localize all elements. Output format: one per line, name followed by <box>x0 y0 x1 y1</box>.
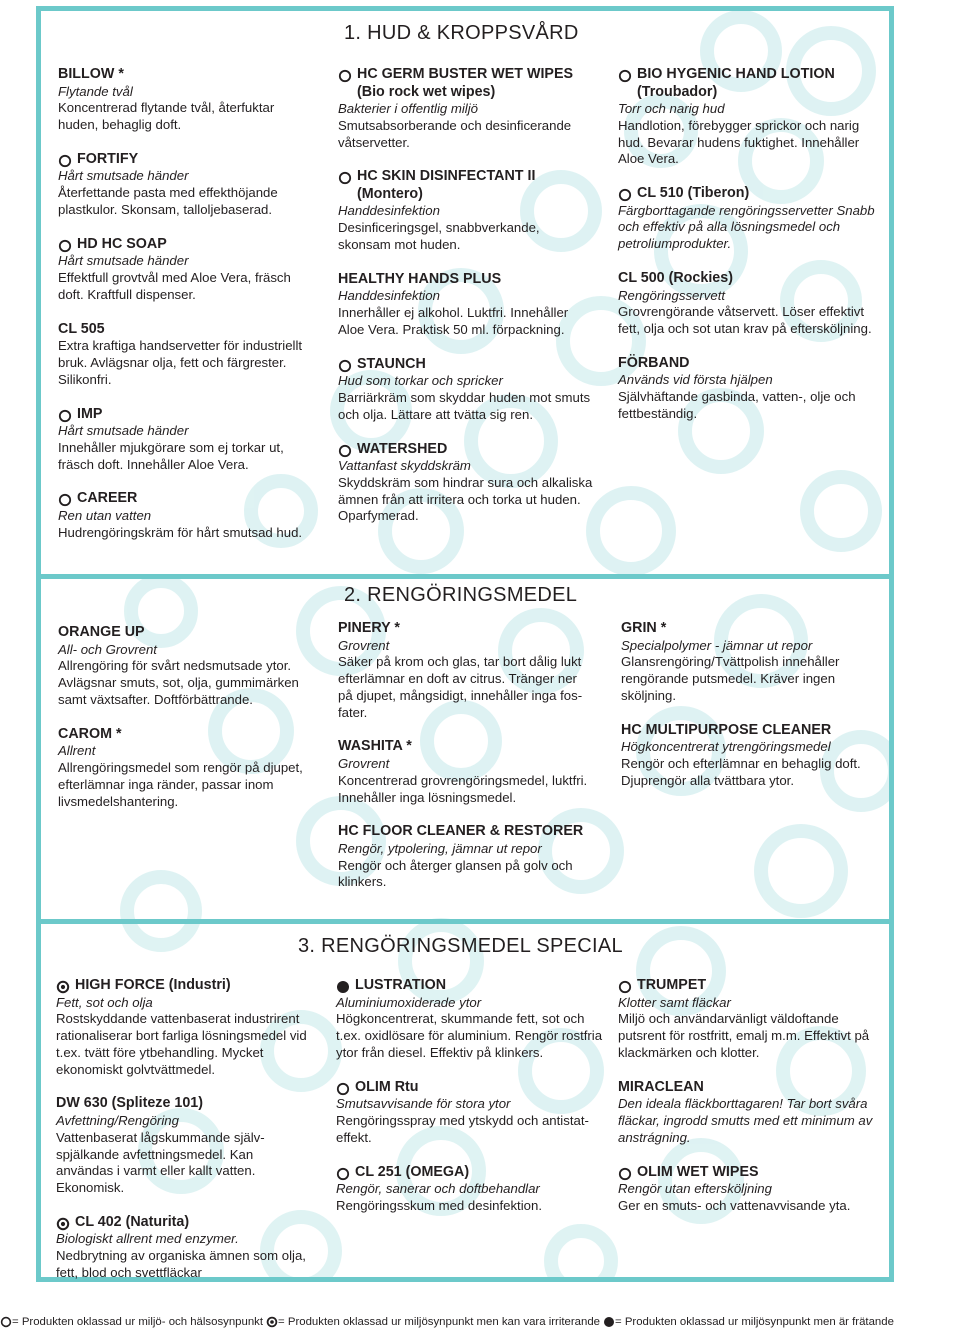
product-name: CL 402 (Naturita) <box>75 1213 190 1230</box>
product-item <box>58 726 314 811</box>
product-item <box>338 356 594 424</box>
product-name: GRIN * <box>621 620 667 636</box>
solid-dot-icon <box>603 1316 615 1328</box>
product-name: STAUNCH <box>357 355 426 372</box>
product-name: HC MULTIPURPOSE CLEANER <box>621 721 832 738</box>
section-title: 2. RENGÖRINGSMEDEL <box>344 584 578 606</box>
product-description: Extra kraftiga handservetter för industriellt bruk. Avlägsnar olja, fett och färgrester. Silikonfri. <box>58 338 303 387</box>
product-name: PINERY * <box>338 620 400 636</box>
column <box>338 66 594 542</box>
section-divider <box>41 574 889 579</box>
product-subtitle: Grovrent <box>338 637 390 653</box>
section-title: 3. RENGÖRINGSMEDEL SPECIAL <box>298 935 623 957</box>
product-name-row <box>336 1079 612 1097</box>
product-name-row <box>338 620 594 638</box>
product-name-row <box>618 185 878 203</box>
product-name-row <box>336 977 612 995</box>
section-divider <box>41 919 889 924</box>
product-description: Rengöringsspray med ytskydd och antistat-effekt. <box>336 1112 589 1145</box>
product-name-row <box>621 620 877 638</box>
product-name: CAREER <box>77 490 138 507</box>
product-description: Nedbrytning av organiska ämnen som olja, fett, blod och svettfläckar <box>56 1248 306 1281</box>
product-item <box>618 1164 874 1215</box>
product-item <box>336 1164 612 1215</box>
product-name-row <box>58 624 314 642</box>
product-description: Smutsabsorberande och desinficerande våtservetter. <box>338 117 572 150</box>
column <box>58 66 314 559</box>
product-name: ORANGE UP <box>58 624 145 640</box>
product-subtitle: Hårt smutsade händer <box>58 423 189 439</box>
product-description: Säker på krom och glas, tar bort dålig lukt efterlämnar en doft av citrus. Tränger ner på djupet, mångsidigt, innehåller inga fos-fater. <box>338 654 583 720</box>
column <box>338 620 594 908</box>
ring-icon <box>336 1079 350 1096</box>
product-item <box>338 168 594 253</box>
product-name-row <box>58 406 314 424</box>
product-subtitle: Hud som torkar och spricker <box>338 373 503 389</box>
product-description: Rengöringsskum med desinfektion. <box>336 1197 542 1213</box>
product-description: Självhäftande gasbinda, vatten-, olje och fettbeständig. <box>618 389 856 422</box>
column <box>621 620 877 807</box>
product-item <box>618 977 874 1062</box>
product-name-row <box>618 977 874 995</box>
column <box>58 624 314 827</box>
product-name: HC GERM BUSTER WET WIPES (Bio rock wet wipes) <box>357 66 574 100</box>
product-subtitle: Färgborttagande rengöringsservetter Snabb och effektiv på alla lösningsmedel och petroliumprodukter. <box>618 202 875 252</box>
ring-icon <box>338 356 352 373</box>
ring-icon <box>618 1164 632 1181</box>
product-subtitle: Avfettning/Rengöring <box>56 1112 179 1128</box>
product-name-row <box>56 1214 312 1232</box>
product-name-row <box>58 66 314 84</box>
ring-icon <box>338 168 352 185</box>
product-name: IMP <box>77 405 103 422</box>
product-description: Hudrengöringskräm för hårt smutsad hud. <box>58 524 303 540</box>
product-name-row <box>338 823 594 841</box>
product-subtitle: Handdesinfektion <box>338 203 440 219</box>
product-name-row <box>618 270 878 288</box>
product-item <box>336 977 612 1062</box>
product-name-row <box>336 1164 612 1182</box>
product-name-row <box>338 66 594 101</box>
product-subtitle: Vattanfast skyddskräm <box>338 458 471 474</box>
product-item <box>618 185 878 253</box>
product-description: Effektfull grovtvål med Aloe Vera, fräsch doft. Kraftfull dispenser. <box>58 270 291 302</box>
product-name-row <box>618 1164 874 1182</box>
product-name-row <box>338 441 594 459</box>
product-name: WATERSHED <box>357 440 448 457</box>
product-name: WASHITA * <box>338 738 412 755</box>
product-subtitle: Rengör utan eftersköljning <box>618 1181 772 1197</box>
product-subtitle: Högkoncentrerat ytrengöringsmedel <box>621 739 831 755</box>
product-description: Koncentrerad grovrengöringsmedel, luktfri. Innehåller inga lösningsmedel. <box>338 772 588 805</box>
ring-icon <box>338 441 352 458</box>
ring-icon <box>0 1316 12 1328</box>
product-name-row <box>338 168 594 203</box>
product-description: Högkoncentrerat, skummande fett, sot och t.ex. oxidlösare för aluminium. Rengör rostfria ytor från diesel. Effektiv på klinkers. <box>336 1011 603 1060</box>
product-name: HIGH FORCE (Industri) <box>75 977 231 993</box>
product-description: Rostskyddande vattenbaserat industrirent rationaliserar bort farliga lösningsmedel vid t.ex. tvätt före ytbehandling. Mycket ekonomiskt golvtvättmedel. <box>56 1011 307 1077</box>
product-item <box>338 738 594 806</box>
product-subtitle: Bakterier i offentlig miljö <box>338 101 478 116</box>
product-description: Allrengöringsmedel som rengör på djupet, efterlämnar inga ränder, passar inom livsmedelshantering. <box>58 759 303 809</box>
legend-solid-text: = Produkten oklassad ur miljösynpunkt men är frätande <box>615 1316 894 1328</box>
product-name-row <box>56 1095 312 1113</box>
product-name: OLIM Rtu <box>355 1078 419 1095</box>
product-item <box>56 977 312 1078</box>
product-description: Handlotion, förebygger sprickor och narig hud. Bevarar hudens fuktighet. Innehåller Aloe Vera. <box>618 117 860 167</box>
ring-icon <box>58 490 72 507</box>
product-name-row <box>618 1079 874 1097</box>
product-subtitle: Hårt smutsade händer <box>58 168 189 184</box>
product-subtitle: Används vid första hjälpen <box>618 372 773 388</box>
product-subtitle: Ren utan vatten <box>58 507 152 523</box>
product-name: HD HC SOAP <box>77 235 167 252</box>
product-description: Innehåller mjukgörare som ej torkar ut, fräsch doft. Innehåller Aloe Vera. <box>58 439 284 472</box>
ring-dot-icon <box>266 1316 278 1328</box>
product-name: LUSTRATION <box>355 977 447 993</box>
product-description: Miljö och användarvänligt väldoftande putsrent för rostfritt, emalj m.m. Effektivt på klackmärken och klotter. <box>618 1011 870 1060</box>
product-name: CL 510 (Tiberon) <box>637 185 750 202</box>
product-name-row <box>338 738 594 756</box>
product-name: CL 251 (OMEGA) <box>355 1163 470 1180</box>
product-name: HC FLOOR CLEANER & RESTORER <box>338 823 584 840</box>
product-name: BILLOW * <box>58 66 124 82</box>
legend-ring-text: = Produkten oklassad ur miljö- och hälsosynpunkt <box>12 1316 264 1328</box>
product-subtitle: All- och Grovrent <box>58 641 157 657</box>
product-item <box>58 321 314 389</box>
ring-icon <box>336 1164 350 1181</box>
product-name-row <box>56 977 312 995</box>
product-item <box>56 1214 312 1282</box>
product-name: DW 630 (Spliteze 101) <box>56 1095 203 1112</box>
product-description: Grovrengörande våtservett. Löser effektivt fett, olja och sot utan krav på eftersköljning. <box>618 304 872 337</box>
ring-icon <box>58 151 72 168</box>
product-item <box>58 66 314 134</box>
legend-solid-item <box>603 1314 894 1330</box>
product-subtitle: Flytande tvål <box>58 83 133 99</box>
product-subtitle: Aluminiumoxiderade ytor <box>336 994 482 1010</box>
product-name-row <box>58 490 314 508</box>
product-item <box>58 236 314 304</box>
ring-dot-icon <box>56 977 70 994</box>
ring-icon <box>618 977 632 994</box>
product-name: OLIM WET WIPES <box>637 1163 759 1180</box>
product-subtitle: Grovrent <box>338 755 390 771</box>
product-name-row <box>618 355 878 373</box>
product-subtitle: Handdesinfektion <box>338 288 440 304</box>
product-name: HC SKIN DISINFECTANT II (Montero) <box>357 168 536 202</box>
product-description: Barriärkräm som skyddar huden mot smuts och olja. Lättare att tvätta sig ren. <box>338 389 591 422</box>
product-subtitle: Rengör, sanerar och doftbehandlar <box>336 1181 540 1197</box>
product-name: TRUMPET <box>637 977 707 993</box>
product-description: Glansrengöring/Tvättpolish innehåller rengörande putsmedel. Kräver ingen sköljning. <box>621 654 840 703</box>
product-name: CL 500 (Rockies) <box>618 270 733 287</box>
product-subtitle: Fett, sot och olja <box>56 994 153 1010</box>
product-name: CL 505 <box>58 320 105 337</box>
product-subtitle: Rengör, ytpolering, jämnar ut repor <box>338 840 542 856</box>
product-name-row <box>58 151 314 169</box>
product-description: Vattenbaserat lågskummande själv-spjälkande avfettningsmedel. Kan användas i varmt eller kallt vatten. Ekonomisk. <box>56 1129 265 1196</box>
product-subtitle: Smutsavvisande för stora ytor <box>336 1096 511 1112</box>
product-name-row <box>618 66 878 101</box>
product-subtitle: Biologiskt allrent med enzymer. <box>56 1231 239 1247</box>
product-subtitle: Den ideala fläckborttagaren! Tar bort svåra fläckar, ingrodd smutts med ett minimum av anstrágning. <box>618 1096 873 1145</box>
product-description: Koncentrerad flytande tvål, återfuktar huden, behaglig doft. <box>58 100 275 133</box>
ring-icon <box>58 406 72 423</box>
product-item <box>618 66 878 168</box>
product-description: Allrengöring för svårt nedsmutsade ytor. Avlägsnar smuts, sot, olja, gummimärken samt växtsafter. Doftförbättrande. <box>58 658 299 707</box>
product-name: CAROM * <box>58 725 122 742</box>
product-name-row <box>338 356 594 374</box>
product-name: HEALTHY HANDS PLUS <box>338 270 502 287</box>
product-name: FORTIFY <box>77 150 139 167</box>
product-item <box>618 355 878 423</box>
product-item <box>338 620 594 721</box>
legend-dot-text: = Produkten oklassad ur miljösynpunkt men kan vara irriterande <box>278 1316 600 1328</box>
product-name: FÖRBAND <box>618 354 690 371</box>
column <box>56 977 312 1299</box>
product-name: BIO HYGENIC HAND LOTION (Troubador) <box>637 66 835 100</box>
column <box>618 66 878 440</box>
product-item <box>56 1095 312 1196</box>
product-item <box>58 406 314 474</box>
product-item <box>338 66 594 151</box>
product-item <box>618 270 878 338</box>
section-title: 1. HUD & KROPPSVÅRD <box>344 22 579 44</box>
product-description: Rengör och återger glansen på golv och klinkers. <box>338 857 573 890</box>
ring-icon <box>338 66 352 83</box>
product-description: Desinficeringsgel, snabbverkande, skonsam mot huden. <box>338 220 540 252</box>
legend <box>0 1314 960 1330</box>
product-subtitle: Hårt smutsade händer <box>58 253 189 269</box>
product-subtitle: Specialpolymer - jämnar ut repor <box>621 637 813 653</box>
product-subtitle: Torr och narig hud <box>618 101 725 116</box>
product-item <box>58 490 314 541</box>
product-name-row <box>621 722 877 740</box>
column <box>618 977 874 1232</box>
product-description: Ger en smuts- och vattenavvisande yta. <box>618 1197 851 1213</box>
product-description: Rengör och efterlämnar en behaglig doft. Djuprengör alla tvättbara ytor. <box>621 755 861 788</box>
product-name-row <box>338 271 594 289</box>
product-name-row <box>58 321 314 339</box>
product-item <box>58 624 314 709</box>
ring-icon <box>618 185 632 202</box>
product-subtitle: Klotter samt fläckar <box>618 994 731 1010</box>
product-item <box>338 823 594 891</box>
legend-ring-item <box>0 1314 263 1330</box>
product-item <box>621 722 877 790</box>
product-item <box>618 1079 874 1147</box>
legend-dot-item <box>266 1314 600 1330</box>
solid-dot-icon <box>336 977 350 994</box>
product-name: MIRACLEAN <box>618 1078 704 1095</box>
product-item <box>336 1079 612 1147</box>
product-description: Innerhåller ej alkohol. Luktfri. Innehåller Aloe Vera. Praktisk 50 ml. förpackning. <box>338 305 569 337</box>
product-item <box>621 620 877 705</box>
product-description: Återfettande pasta med effekthöjande plastkulor. Skonsam, talloljebaserad. <box>58 185 278 217</box>
product-item <box>58 151 314 219</box>
ring-dot-icon <box>56 1214 70 1231</box>
product-item <box>338 441 594 526</box>
product-description: Skyddskräm som hindrar sura och alkaliska ämnen från att irritera och torka ut huden. Oparfymerad. <box>338 474 593 524</box>
ring-icon <box>618 66 632 83</box>
product-subtitle: Allrent <box>58 743 96 759</box>
product-subtitle: Rengöringsservett <box>618 287 726 303</box>
product-name-row <box>58 236 314 254</box>
product-name-row <box>58 726 314 744</box>
ring-icon <box>58 236 72 253</box>
product-item <box>338 271 594 339</box>
column <box>336 977 612 1232</box>
